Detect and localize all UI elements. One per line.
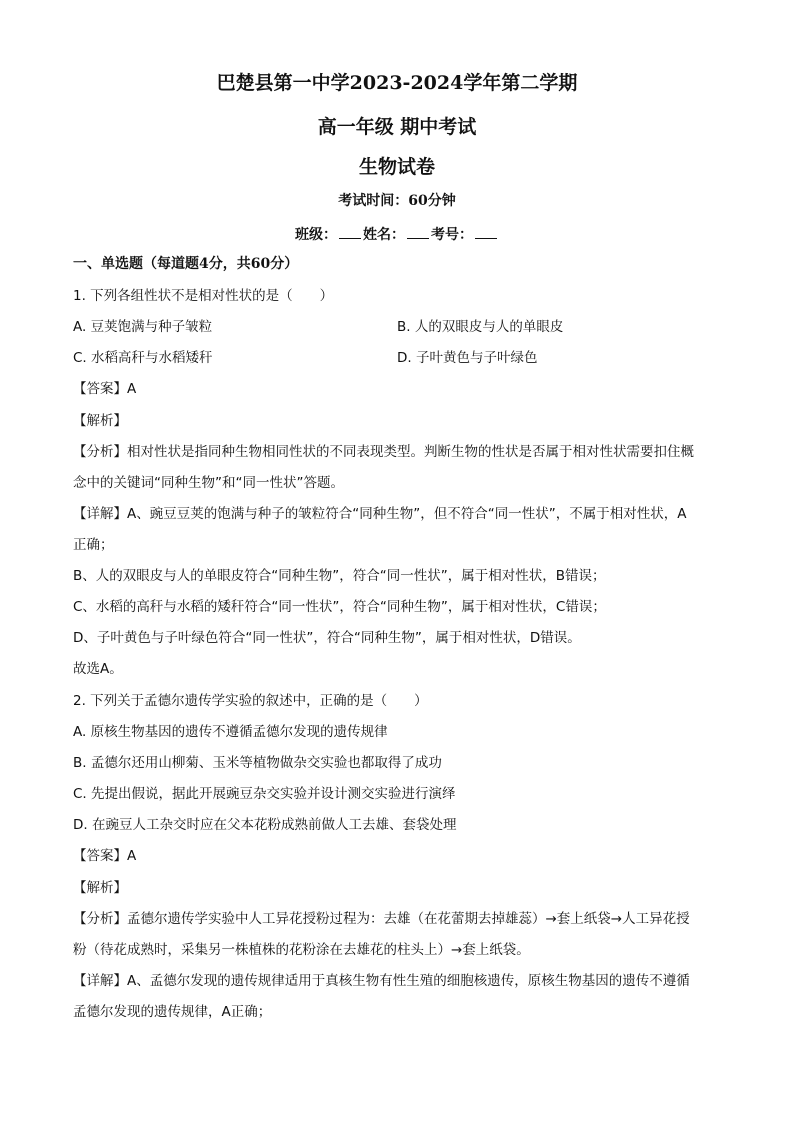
q2-option-a: A. 原核生物基因的遗传不遵循孟德尔发现的遗传规律 <box>73 724 388 740</box>
q2-fenxi-line2: 粉（待花成熟时，采集另一株植株的花粉涂在去雄花的柱头上）→套上纸袋。 <box>73 942 530 958</box>
q1-conclusion: 故选A。 <box>73 661 123 677</box>
exam-title: 高一年级 期中考试 <box>317 116 477 138</box>
exam-time: 考试时间：60分钟 <box>338 193 456 209</box>
q1-option-c: C. 水稻高秆与水稻矮秆 <box>73 350 213 366</box>
q1-detail-c: C、水稻的高秆与水稻的矮秆符合“同一性状”，符合“同种生物”，属于相对性状，C错误； <box>73 599 606 615</box>
q1-option-a: A. 豆荚饱满与种子皱粒 <box>73 319 213 335</box>
section-title: 一、单选题（每道题4分，共60分） <box>73 256 299 272</box>
q1-detail-line2: 正确； <box>73 537 114 553</box>
q2-detail-line2: 孟德尔发现的遗传规律，A正确； <box>73 1004 272 1020</box>
subject-title: 生物试卷 <box>358 156 435 178</box>
q2-stem: 2. 下列关于孟德尔遗传学实验的叙述中，正确的是（ ） <box>73 693 428 709</box>
q1-answer: 【答案】A <box>73 381 137 397</box>
q1-option-b: B. 人的双眼皮与人的单眼皮 <box>397 319 564 335</box>
q1-fenxi-line1: 【分析】相对性状是指同种生物相同性状的不同表现类型。判断生物的性状是否属于相对性状需要扣住概 <box>73 444 694 460</box>
number-blank <box>475 224 497 239</box>
q1-analysis-heading: 【解析】 <box>73 413 127 429</box>
q1-stem: 1. 下列各组性状不是相对性状的是（ ） <box>73 288 334 304</box>
q2-option-b: B. 孟德尔还用山柳菊、玉米等植物做杂交实验也都取得了成功 <box>73 755 442 771</box>
q2-detail-line1: 【详解】A、孟德尔发现的遗传规律适用于真核生物有性生殖的细胞核遗传，原核生物基因的遗传不遵循 <box>73 973 690 989</box>
q2-option-d: D. 在豌豆人工杂交时应在父本花粉成熟前做人工去雄、套袋处理 <box>73 817 457 833</box>
school-title: 巴楚县第一中学2023-2024学年第二学期 <box>216 72 578 94</box>
q2-answer: 【答案】A <box>73 848 137 864</box>
class-label: 班级： <box>295 227 337 243</box>
class-blank <box>339 224 361 239</box>
name-label: 姓名： <box>363 227 405 243</box>
q2-fenxi-line1: 【分析】孟德尔遗传学实验中人工异花授粉过程为：去雄（在花蕾期去掉雄蕊）→套上纸袋→人工异花授 <box>73 911 690 927</box>
number-label: 考号： <box>431 227 473 243</box>
name-blank <box>407 224 429 239</box>
q1-option-d: D. 子叶黄色与子叶绿色 <box>397 350 538 366</box>
q1-detail-line1: 【详解】A、豌豆豆荚的饱满与种子的皱粒符合“同种生物”，但不符合“同一性状”，不属于相对性状，A <box>73 506 687 522</box>
q2-analysis-heading: 【解析】 <box>73 880 127 896</box>
q2-option-c: C. 先提出假说，据此开展豌豆杂交实验并设计测交实验进行演绎 <box>73 786 456 802</box>
q1-detail-d: D、子叶黄色与子叶绿色符合“同一性状”，符合“同种生物”，属于相对性状，D错误。 <box>73 630 581 646</box>
q1-detail-b: B、人的双眼皮与人的单眼皮符合“同种生物”，符合“同一性状”，属于相对性状，B错误； <box>73 568 606 584</box>
q1-fenxi-line2: 念中的关键词“同种生物”和“同一性状”答题。 <box>73 475 344 491</box>
student-info-line <box>0 224 794 244</box>
